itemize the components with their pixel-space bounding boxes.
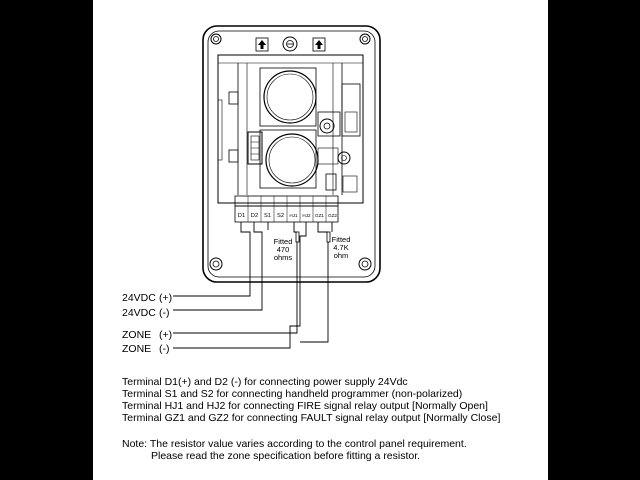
arrow-up-icon	[256, 38, 268, 51]
resistor-4-7k-line3: ohm	[333, 251, 349, 260]
terminal-label-hj2: HJ2	[302, 213, 311, 218]
wire-label-24vdc-minus-sign: (-)	[159, 307, 170, 319]
top-screw-icon	[283, 37, 297, 51]
resistor-470-line3: ohms	[273, 253, 293, 262]
terminal-note-hj1-hj2: Terminal HJ1 and HJ2 for connecting FIRE signal relay output [Normally Open]	[122, 400, 488, 412]
sounder-disc-upper	[260, 68, 316, 126]
wires	[173, 222, 332, 348]
terminal-note-gz1-gz2: Terminal GZ1 and GZ2 for connecting FAULT signal relay output [Normally Close]	[122, 412, 501, 424]
terminal-note-s1-s2: Terminal S1 and S2 for connecting handheld programmer (non-polarized)	[122, 388, 463, 400]
arrow-up-icon	[313, 38, 325, 51]
resistor-note-line2: Please read the zone specification before fitting a resistor.	[151, 450, 421, 462]
resistor-4-7k-label	[332, 235, 351, 260]
sounder-disc-lower	[260, 130, 318, 188]
corner-screw-icon	[359, 258, 371, 270]
adjust-knob-icon	[318, 112, 340, 136]
wire-label-24vdc-minus: 24VDC	[122, 307, 156, 319]
terminal-label-gz2: GZ2	[328, 213, 337, 218]
corner-screw-icon	[360, 34, 370, 44]
terminal-note-d1-d2: Terminal D1(+) and D2 (-) for connecting power supply 24Vdc	[122, 376, 408, 388]
resistor-470-symbol	[296, 232, 299, 242]
terminal-label-s1: S1	[263, 213, 272, 219]
wire-label-zone-plus: ZONE	[122, 329, 152, 341]
terminal-label-hj1: HJ1	[289, 213, 298, 218]
resistor-470-label	[274, 237, 293, 262]
corner-screw-icon	[210, 258, 222, 270]
terminal-label-d2: D2	[250, 213, 259, 219]
resistor-4-7k-line2: 4.7K	[333, 243, 349, 252]
corner-screw-icon	[211, 34, 221, 44]
resistor-note-line1: Note: The resistor value varies according to the control panel requirement.	[122, 438, 467, 450]
terminal-label-gz1: GZ1	[315, 213, 324, 218]
resistor-470-line2: 470	[276, 245, 290, 254]
terminal-label-s2: S2	[276, 213, 285, 219]
wire-label-24vdc-plus-sign: (+)	[159, 292, 173, 304]
resistor-4-7k-line1: Fitted	[331, 235, 351, 244]
resistor-470-line1: Fitted	[273, 237, 293, 246]
wire-label-zone-minus-sign: (-)	[159, 343, 170, 355]
wire-label-zone-plus-sign: (+)	[159, 329, 173, 341]
terminal-label-d1: D1	[237, 213, 246, 219]
resistor-4-7k-symbol	[327, 232, 330, 242]
wire-label-zone-minus: ZONE	[122, 343, 152, 355]
wire-label-24vdc-plus: 24VDC	[122, 292, 156, 304]
